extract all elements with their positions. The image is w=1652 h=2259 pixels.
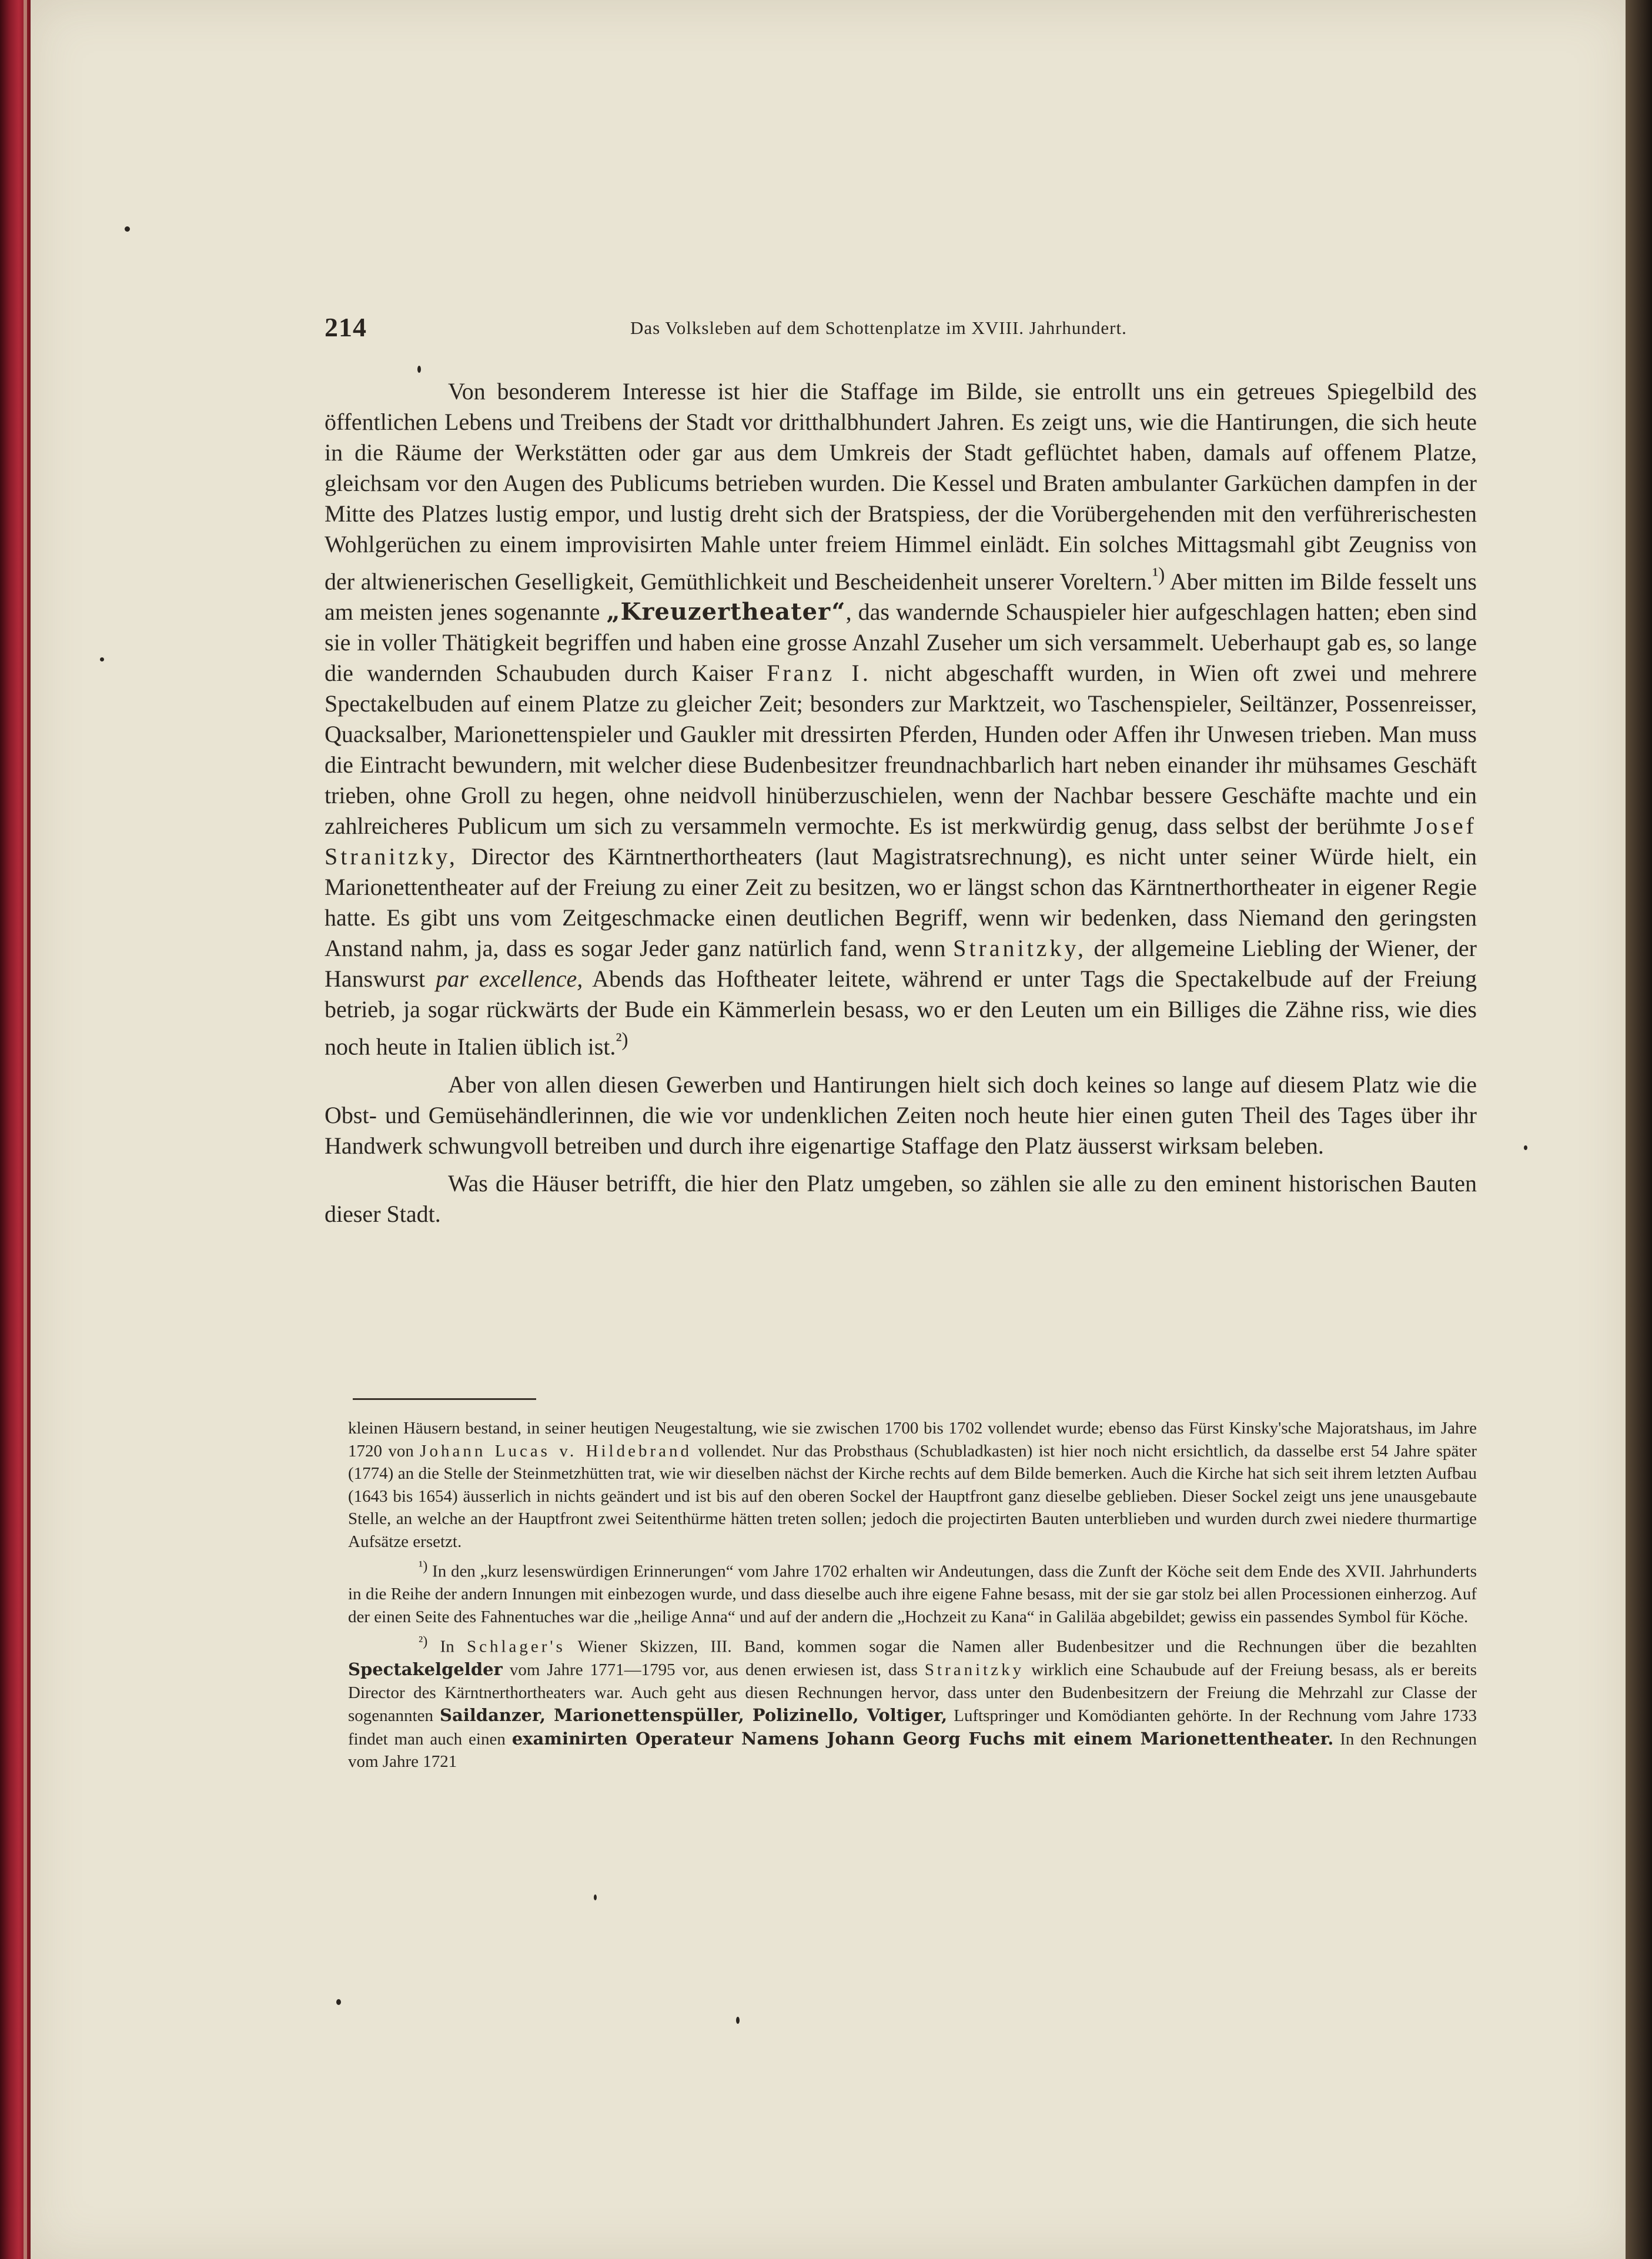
- text-run: Wiener Skizzen, III. Band, kommen sogar die Namen aller Budenbesitzer und die Rechnungen über die bezahlten: [565, 1637, 1477, 1656]
- footnote-divider: [353, 1398, 536, 1400]
- text-run: wirklich eine Schaubude auf der Freiung besass, als er bereits Director des Kärntnerthortheaters war. Auch geht aus diesen Rechnungen hervor, dass unter den Budenbesitzern der Freiung die Mehrzahl zur Classe der sogenannten: [348, 1660, 1477, 1726]
- paper-speck: [736, 2017, 740, 2024]
- text-run: Abends das Hoftheater leitete, während er unter Tags die Spectakelbude auf der Freiung betrieb, ja sogar rückwärts der Bude ein Kämmerlein besass, wo er den Leuten um ein Billiges die Zähne riss, wie dies noch heute in Italien üblich ist.: [325, 965, 1477, 1060]
- footnote-continuation: [348, 1417, 1477, 1553]
- paper-speck: [1524, 1145, 1527, 1150]
- term-spectakelgelder: Spectakelgelder: [348, 1659, 503, 1680]
- paragraph-obsthaendlerinnen: Aber von allen diesen Gewerben und Hantirungen hielt sich doch keines so lange auf diesem Platz wie die Obst- und Gemüsehändlerinnen, die wie vor undenklichen Zeiten noch heute hier einen guten Theil des Tages über ihr Handwerk schwungvoll betreiben und durch ihre eigenartige Staffage den Platz äusserst wirksam beleben.: [325, 1071, 1477, 1159]
- page-edge-shadow: [1626, 0, 1652, 2259]
- paper-speck: [336, 1999, 341, 2005]
- footnote-ref-2: ²): [616, 1029, 628, 1051]
- phrase-par-excellence: par excellence,: [436, 965, 583, 993]
- text-run: vollendet. Nur das Probsthaus (Schubladkasten) ist hier noch nicht ersichtlich, da dasselbe erst 54 Jahre später (1774) an die Stelle der Steinmetzhütten trat, wie wir dieselben nächst der Kirche rechts auf dem Bilde bemerken. Auch die Kirche hat sich seit ihrem letzten Aufbau (1643 bis 1654) äusserlich in nichts geändert und ist bis auf den oberen Sockel der Hauptfront ganz dieselbe geblieben. Dieser Sockel zeigt uns jene unausgebaute Stelle, an welche an der Hauptfront zwei Seitenthürme hätten treten sollen; jedoch die projectirten Bauten unterblieben und wurden durch zwei niedere thurmartige Aufsätze ersetzt.: [348, 1441, 1477, 1551]
- text-run: In: [427, 1637, 467, 1656]
- name-stranitzky-fn: Stranitzky: [924, 1660, 1025, 1680]
- name-hildebrand: Johann Lucas v. Hildebrand: [420, 1441, 693, 1461]
- text-run: kleinen Häusern bestand, in seiner heutigen Neugestaltung, wie sie zwischen 1700 bis 1702 vollendet wurde; ebenso das Fürst Kinsky'sche Majoratshaus, im Jahre 1720 von: [348, 1419, 1477, 1461]
- name-franz: Franz I.: [767, 660, 871, 687]
- page-header: [325, 312, 1206, 353]
- footnote-marker-1: ¹): [419, 1558, 428, 1574]
- paper-speck: [125, 226, 130, 232]
- gothic-list-entertainers: Saildanzer, Marionettenspüller, Polizinello, Voltiger,: [440, 1705, 948, 1726]
- paper-speck: [594, 1894, 597, 1900]
- footnotes-section: [348, 1417, 1477, 1773]
- kreuzertheater-term: „Kreuzertheater“: [606, 598, 846, 626]
- text-run: Luftspringer und Komödianten gehörte. In der Rechnung vom Jahre 1733 findet man auch einen: [348, 1706, 1477, 1749]
- paper-speck: [417, 366, 421, 373]
- text-run: Aber mitten im Bilde fesselt uns am meisten jenes sogenannte: [325, 568, 1477, 626]
- name-schlager: Schlager's: [466, 1637, 566, 1656]
- running-title: Das Volksleben auf dem Schottenplatze im XVIII. Jahrhundert.: [630, 318, 1127, 338]
- paragraph-staffage: [325, 376, 1477, 1062]
- text-run: In den Rechnungen vom Jahre 1721: [348, 1729, 1477, 1772]
- footnote-1: [348, 1555, 1477, 1628]
- text-run: , das wandernde Schauspieler hier aufgeschlagen hatten; eben sind sie in voller Thätigkeit begriffen und haben eine grosse Anzahl Zuseher um sich versammelt. Ueberhaupt gab es, so lange die wandernden Schaubuden durch Kaiser: [325, 599, 1477, 687]
- book-spine-binding: [0, 0, 34, 2259]
- footnote-2: [348, 1630, 1477, 1773]
- main-text-body: [325, 376, 1477, 1229]
- paragraph-haeuser: Was die Häuser betrifft, die hier den Platz umgeben, so zählen sie alle zu den eminent historischen Bauten dieser Stadt.: [325, 1169, 1477, 1227]
- footnote-ref-1: ¹): [1152, 564, 1165, 586]
- footnote-marker-2: ²): [419, 1633, 428, 1650]
- text-run: vom Jahre 1771—1795 vor, aus denen erwiesen ist, dass: [502, 1660, 925, 1680]
- gothic-operateur-fuchs: examinirten Operateur Namens Johann Georg Fuchs mit einem Marionettentheater.: [511, 1728, 1334, 1749]
- page-number: 214: [325, 312, 367, 342]
- name-stranitzky: Stranitzky,: [953, 935, 1086, 962]
- name-josef-stranitzky: Josef Stranitzky,: [325, 813, 1477, 870]
- text-run: Director des Kärntnerthortheaters (laut Magistratsrechnung), es nicht unter seiner Würde hielt, ein Marionettentheater auf der Freiung zu einer Zeit zu besitzen, wo er längst schon das Kärntnerthortheater in eigener Regie hatte. Es gibt uns vom Zeitgeschmacke einen deutlichen Begriff, wenn wir bedenken, dass Niemand den geringsten Anstand nahm, ja, dass es sogar Jeder ganz natürlich fand, wenn: [325, 843, 1477, 962]
- book-page: [31, 0, 1630, 2259]
- text-run: nicht abgeschafft wurden, in Wien oft zwei und mehrere Spectakelbuden auf einem Platze zu gleicher Zeit; besonders zur Marktzeit, wo Taschenspieler, Seiltänzer, Possenreisser, Quacksalber, Marionettenspieler und Gaukler mit dressirten Pferden, Hunden oder Affen ihr Unwesen trieben. Man muss die Eintracht bewundern, mit welcher diese Budenbesitzer freundnachbarlich hart neben einander ihr mühsames Geschäft trieben, ohne Groll zu hegen, ohne neidvoll hinüberzuschielen, wenn der Nachbar bessere Geschäfte machte und ein zahlreicheres Publicum um sich zu versammeln vermochte. Es ist merkwürdig genug, dass selbst der berühmte: [325, 660, 1477, 840]
- text-run: In den „kurz lesenswürdigen Erinnerungen“ vom Jahre 1702 erhalten wir Andeutungen, dass die Zunft der Köche seit dem Ende des XVII. Jahrhunderts in die Reihe der andern Innungen mit einbezogen wurde, und dass dieselbe auch ihre eigene Fahne besass, mit der sie gar stolz bei allen Processionen einherzog. Auf der einen Seite des Fahnentuches war die „heilige Anna“ und auf der andern die „Hochzeit zu Kana“ in Galiläa abgebildet; gewiss ein passendes Symbol für Köche.: [348, 1562, 1477, 1626]
- text-run: Von besonderem Interesse ist hier die Staffage im Bilde, sie entrollt uns ein getreues Spiegelbild des öffentlichen Lebens und Treibens der Stadt vor dritthalbhundert Jahren. Es zeigt uns, wie die Hantirungen, die sich heute in die Räume der Werkstätten oder gar aus dem Umkreis der Stadt geflüchtet haben, damals auf offenem Platze, gleichsam vor den Augen des Publicums betrieben wurden. Die Kessel und Braten ambulanter Garküchen dampfen in der Mitte des Platzes lustig empor, und lustig dreht sich der Bratspiess, der die Vorübergehenden mit den verführerischesten Wohlgerüchen zu einem improvisirten Mahle unter freiem Himmel einlädt. Ein solches Mittagsmahl gibt Zeugniss von der altwienerischen Geselligkeit, Gemüthlichkeit und Bescheidenheit unserer Voreltern.: [325, 378, 1477, 595]
- text-run: der allgemeine Liebling der Wiener, der Hanswurst: [325, 935, 1477, 993]
- page-stack-edge: [24, 0, 27, 2259]
- paper-speck: [100, 657, 104, 661]
